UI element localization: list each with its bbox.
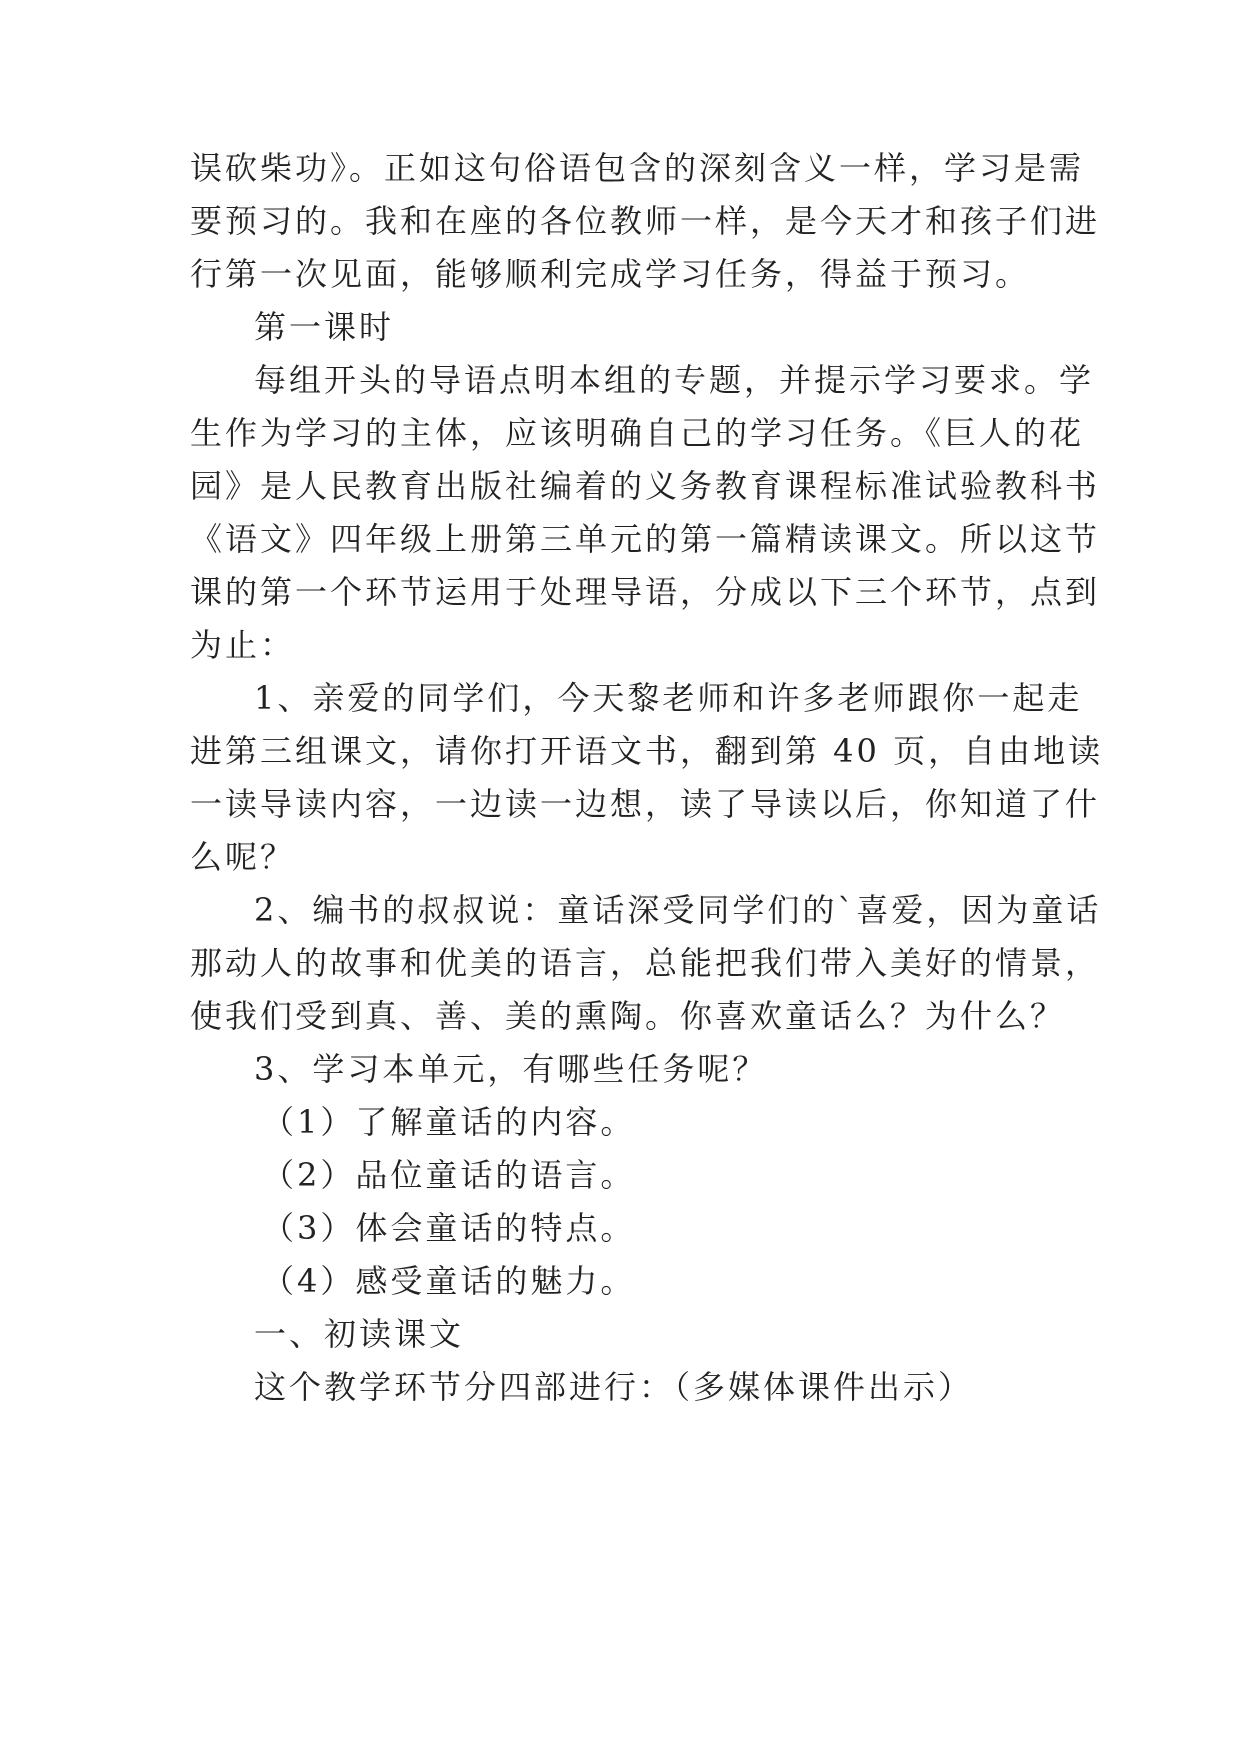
text-line: 使我们受到真、善、美的熏陶。你喜欢童话么？为什么？ (190, 997, 1066, 1035)
section-heading: 一、初读课文 (254, 1315, 465, 1353)
text-line: 那动人的故事和优美的语言，总能把我们带入美好的情景， (190, 944, 1101, 982)
text-line: 每组开头的导语点明本组的专题，并提示学习要求。学 (254, 361, 1095, 399)
text-line: 生作为学习的主体，应该明确自己的学习任务。《巨人的花 (190, 414, 1085, 452)
text-line: 2、编书的叔叔说：童话深受同学们的`喜爱，因为童话 (254, 891, 1102, 929)
text-line: 进第三组课文，请你打开语文书，翻到第 40 页，自由地读 (190, 732, 1104, 770)
list-item: （4）感受童话的魅力。 (262, 1262, 636, 1300)
text-line: 为止： (190, 626, 296, 664)
text-line: 园》是人民教育出版社编着的义务教育课程标准试验教科书 (190, 467, 1101, 505)
text-line: 误砍柴功》。正如这句俗语包含的深刻含义一样，学习是需 (190, 149, 1085, 187)
text-line: 3、学习本单元，有哪些任务呢？ (254, 1050, 768, 1088)
list-item: （3）体会童话的特点。 (262, 1209, 636, 1247)
text-line: 1、亲爱的同学们，今天黎老师和许多老师跟你一起走 (254, 679, 1083, 717)
text-line: 《语文》四年级上册第三单元的第一篇精读课文。所以这节 (190, 520, 1101, 558)
text-line: 课的第一个环节运用于处理导语，分成以下三个环节，点到 (190, 573, 1101, 611)
list-item: （2）品位童话的语言。 (262, 1156, 636, 1194)
section-heading: 第一课时 (254, 308, 395, 346)
text-line: 要预习的。我和在座的各位教师一样，是今天才和孩子们进 (190, 202, 1101, 240)
text-line: 么呢？ (190, 838, 296, 876)
list-item: （1）了解童话的内容。 (262, 1103, 636, 1141)
text-line: 行第一次见面，能够顺利完成学习任务，得益于预习。 (190, 255, 1031, 293)
text-line: 这个教学环节分四部进行：（多媒体课件出示） (254, 1368, 974, 1406)
text-line: 一读导读内容，一边读一边想，读了导读以后，你知道了什 (190, 785, 1101, 823)
